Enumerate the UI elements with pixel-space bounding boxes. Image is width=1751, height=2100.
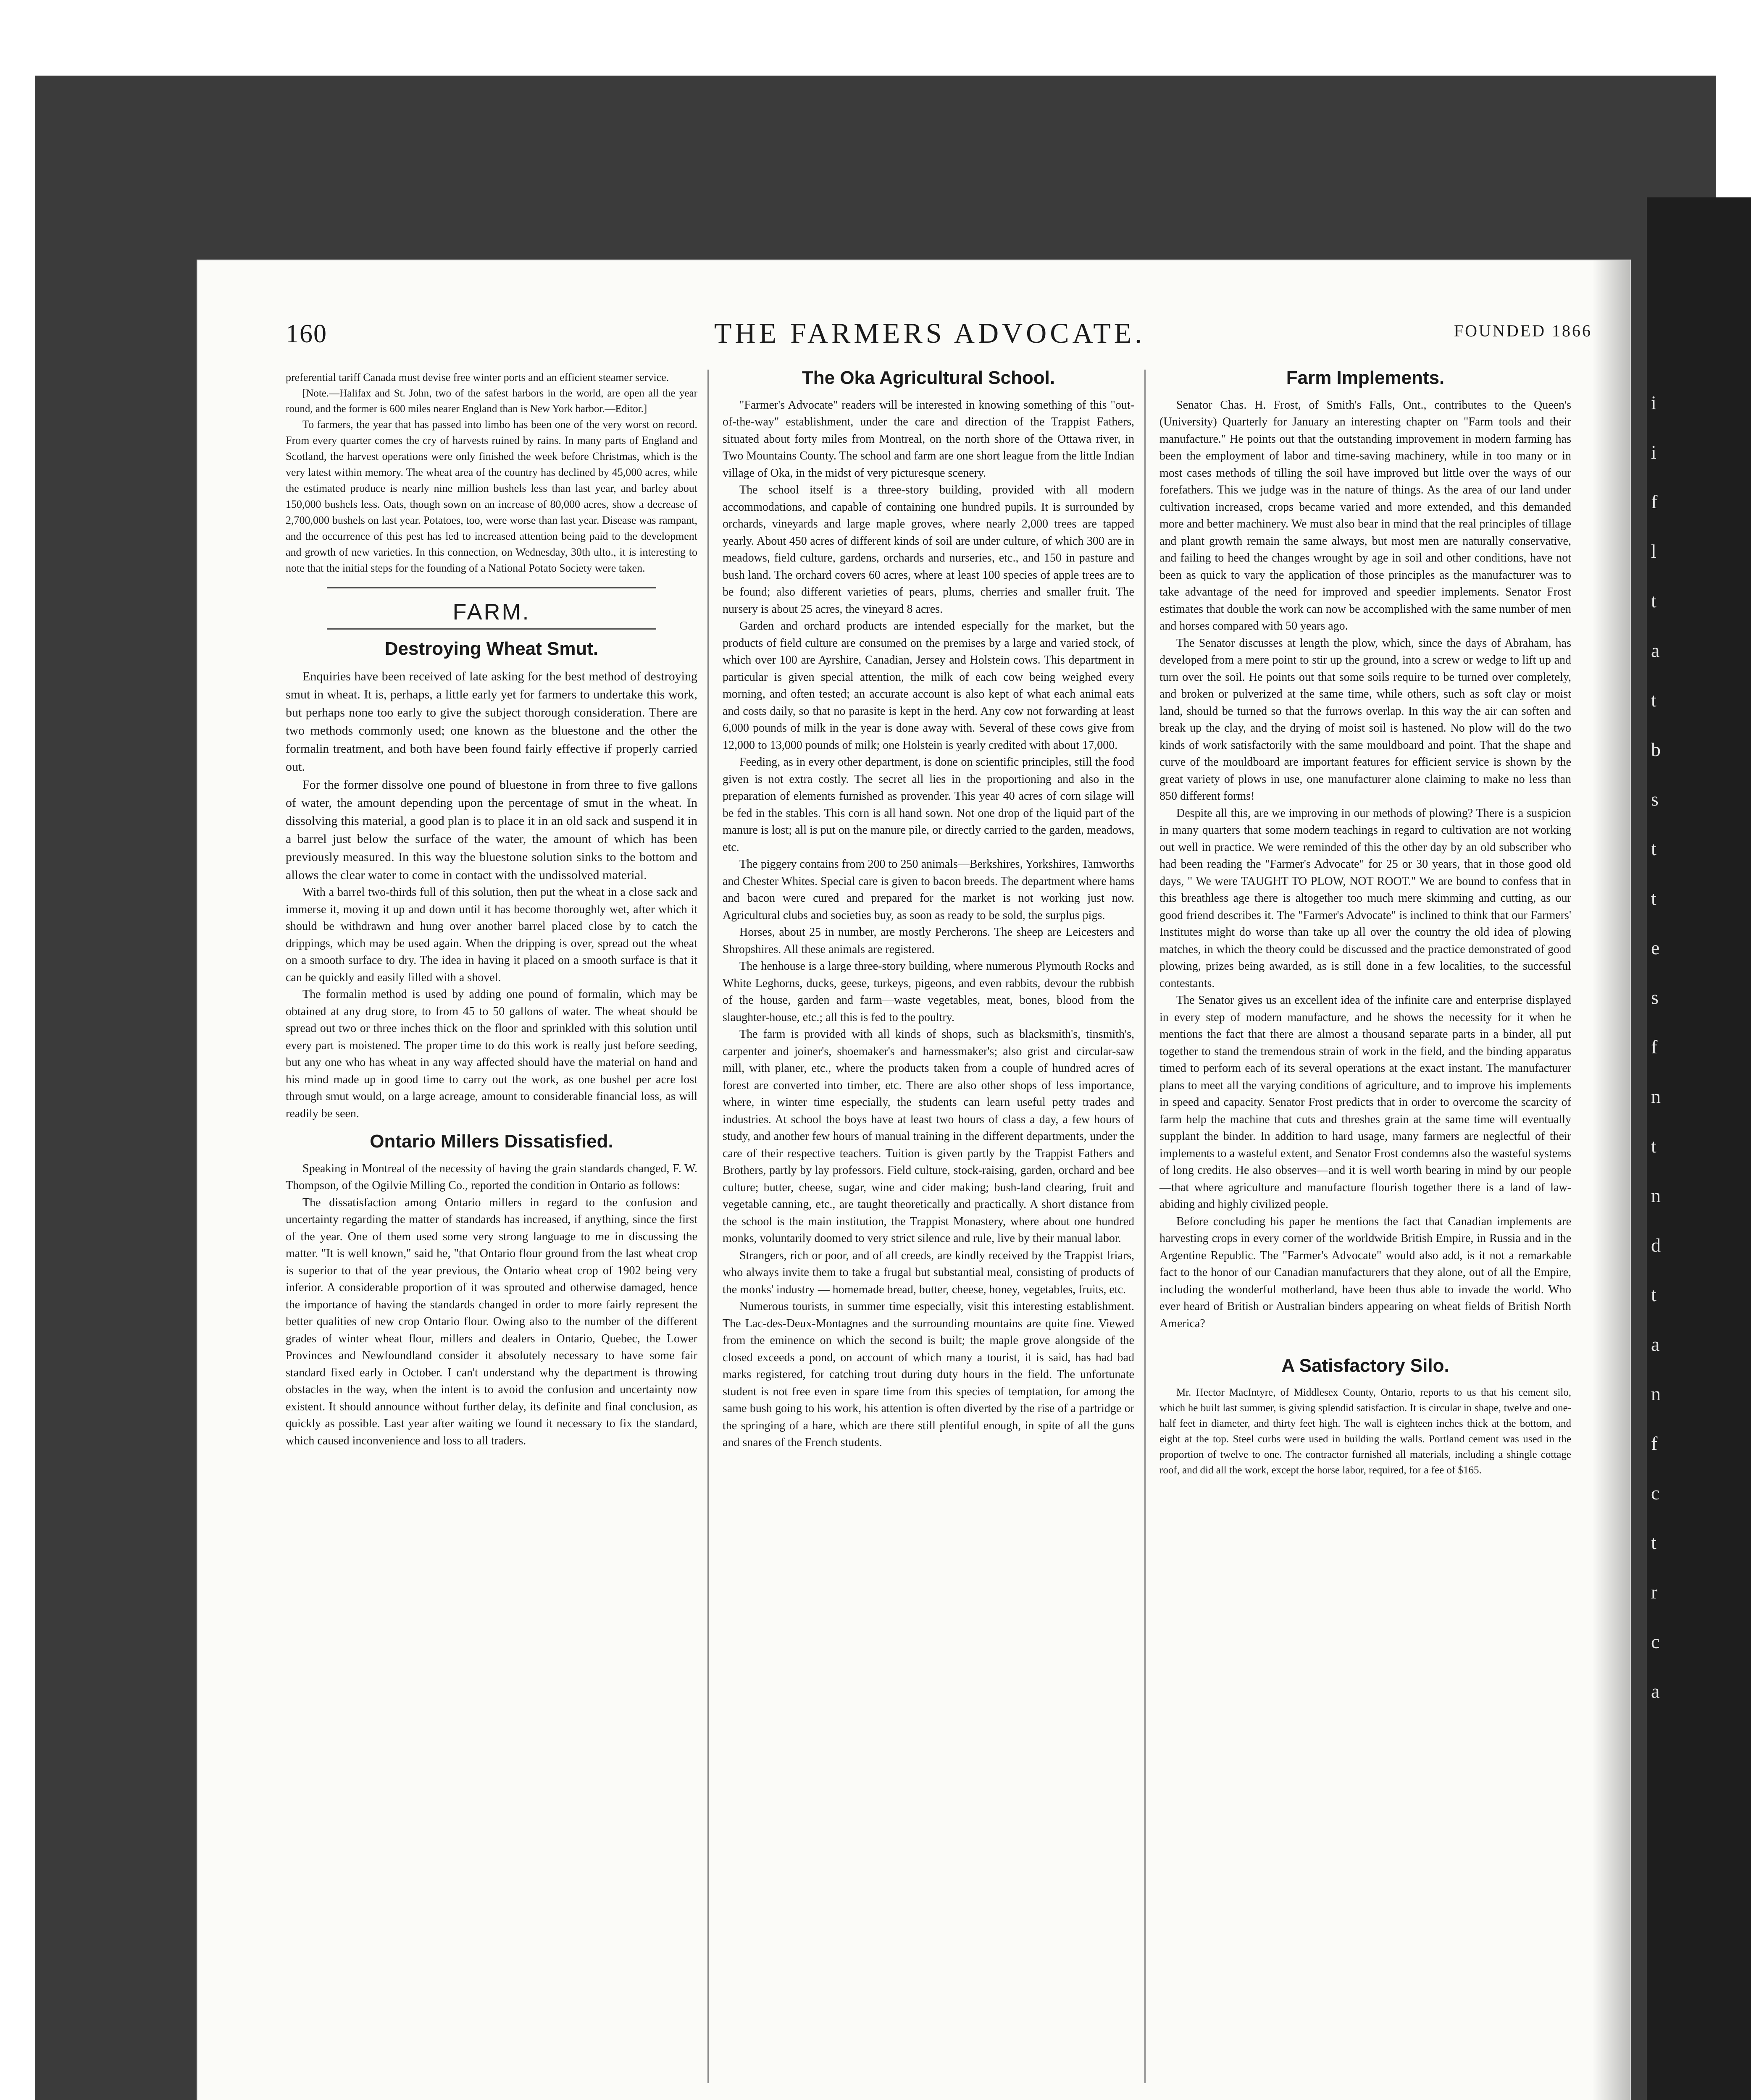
article-paragraph: Numerous tourists, in summer time especially, visit this interesting establishment. The Lac-des-Deux-Montagnes and the surrounding mountains are quite fine. Viewed from the eminence on which the second is built; the maple grove alongside of the closed exceeds a pond, on account of which many a tourist, it is said, has had bad marks registered, for catching trout during duty hours in the field. The unfortunate student is not free even in spare time from this species of temptation, for among the same bush going to his work, his attention is often diverted by the rise of a partridge or the springing of a hare, which are there still plentiful enough, in spite of all the guns and snares of the French students. (723, 1300, 1134, 1449)
margin-letter: d (1651, 1234, 1661, 1256)
column-divider (707, 370, 709, 2083)
article-title: Ontario Millers Dissatisfied. (370, 1131, 613, 1152)
article-paragraph: Before concluding his paper he mentions the fact that Canadian implements are harvesting crops in every corner of the worldwide British Empire, in Russia and in the Argentine Republic. The "Farmer's Advocate" would also add, is it not a remarkable fact to the honor of our Canadian manufacturers that they alone, out of all the Empire, including the wonderful motherland, have been thus able to invade the world. Who ever heard of British or Australian binders appearing on wheat fields of British North America? (1159, 1215, 1571, 1330)
editor-note: [Note.—Halifax and St. John, two of the safest harbors in the world, are open all the year round, and the former is 600 miles nearer England than is New York harbor.—Editor.] (286, 388, 697, 415)
margin-letter: n (1651, 1086, 1661, 1107)
facing-page-margin-letters (1651, 378, 1739, 1716)
margin-letter: t (1651, 887, 1656, 909)
article-paragraph: The Senator gives us an excellent idea of the infinite care and enterprise displayed in every step of modern manufacture, and he shows the necessity for it when he mentions the fact that there are almost a thousand separate parts in a binder, all put together to stand the tremendous strain of work in the field, and the binding apparatus timed to perform each of its several operations at the exact instant. The manufacturer plans to meet all the varying conditions of agriculture, and to improve his implements in speed and capacity. Senator Frost predicts that in order to overcome the scarcity of farm help the machine that cuts and threshes grain at the same time will eventually supplant the binder. In addition to hard usage, many farmers are neglectful of their implements to a wasteful extent, and Senator Frost condemns also the wasteful systems of long credits. He also observes—and it is well worth bearing in mind by our people—that where agriculture and manufacture flourish together there is a land of law-abiding and highly civilized people. (1159, 994, 1571, 1211)
margin-letter: n (1651, 1185, 1661, 1206)
margin-letter: c (1651, 1631, 1660, 1652)
margin-letter: s (1651, 788, 1659, 810)
margin-letter: i (1651, 392, 1656, 413)
article-paragraph: The dissatisfaction among Ontario millers in regard to the confusion and uncertainty regarding the matter of standards has increased, if anything, since the first of the year. One of them used some very strong language to me in discussing the matter. "It is well known," said he, "that Ontario flour ground from the last wheat crop is superior to that of the year previous, the Ontario wheat crop of 1902 being very inferior. A considerable proportion of it was sprouted and otherwise damaged, hence the importance of having the standards changed in order to more fairly represent the better qualities of new crop Ontario flour. Owing also to the number of the different grades of winter wheat flour, millers and dealers in Ontario, Quebec, the Lower Provinces and Newfoundland consider it absolutely necessary to have some fair standard fixed early in October. I can't understand why the department is throwing obstacles in the way, when the intent is to avoid the confusion and uncertainty now existent. It should announce without further delay, its definite and final conclusion, as quickly as possible. Last year after waiting we found it necessary to fix the standard, which caused inconvenience and loss to all traders. (286, 1196, 697, 1447)
section-heading-farm: FARM. (452, 599, 531, 625)
article-paragraph: Horses, about 25 in number, are mostly Percherons. The sheep are Leicesters and Shropshires. All these animals are registered. (723, 926, 1134, 956)
article-paragraph: With a barrel two-thirds full of this solution, then put the wheat in a close sack and immerse it, moving it up and down until it has become thoroughly wet, after which it should be withdrawn and hung over another barrel placed close by to catch the drippings, which may be used again. When the dripping is over, spread out the wheat on a smooth surface to dry. The idea in having it placed on a smooth surface is that it can be quickly and easily filled with a shovel. (286, 886, 697, 984)
margin-letter: f (1651, 1036, 1658, 1058)
margin-letter: b (1651, 739, 1661, 760)
margin-letter: t (1651, 1284, 1656, 1305)
margin-letter: a (1651, 1334, 1660, 1355)
margin-letter: t (1651, 689, 1656, 711)
article-paragraph: Garden and orchard products are intended especially for the market, but the products of field culture are consumed on the premises by a large and varied stock, of which over 100 are Ayrshire, Canadian, Jersey and Holstein cows. This department in particular is given special attention, the milk of each cow being weighed every morning, and often tested; an accurate account is also kept of what each animal eats and costs daily, so that no parasite is kept in the herd. Any cow not forwarding at least 6,000 pounds of milk in the year is done away with. Several of these cows give from 12,000 to 13,000 pounds of milk; one Holstein is yearly credited with about 17,000. (723, 620, 1134, 752)
margin-letter: e (1651, 937, 1660, 958)
article-paragraph: The henhouse is a large three-story building, where numerous Plymouth Rocks and White Leghorns, ducks, geese, turkeys, pigeons, and even rabbits, devour the rubbish of the house, garden and farm—waste vegetables, meat, bones, blood from the slaughter-house, etc.; all this is fed to the poultry. (723, 960, 1134, 1024)
margin-letter: a (1651, 1680, 1660, 1702)
section-rule (327, 628, 656, 630)
margin-letter: t (1651, 1135, 1656, 1157)
article-paragraph: The piggery contains from 200 to 250 animals—Berkshires, Yorkshires, Tamworths and Chester Whites. Special care is given to bacon breeds. The department where hams and bacon were cured and prepared for the market is not working just now. Agricultural clubs and societies buy, as soon as ready to be sold, the surplus pigs. (723, 858, 1134, 922)
margin-letter: l (1651, 541, 1656, 562)
article-paragraph: Enquiries have been received of late asking for the best method of destroying smut in wheat. It is, perhaps, a little early yet for farmers to undertake this work, but perhaps none too early to give the subject thorough consideration. There are two methods commonly used; one known as the bluestone and the other the formalin treatment, and both have been found fairly effective if properly carried out. (286, 669, 697, 774)
article-paragraph: Despite all this, are we improving in our methods of plowing? There is a suspicion in many quarters that some modern teachings in regard to cultivation are not working out well in practice. We were reminded of this the other day by an old subscriber who had been reading the "Farmer's Advocate" for 25 or 30 years, that in those good old days, " We were TAUGHT TO PLOW, NOT ROOT." We are bound to confess that in this breathless age there is altogether too much mere skimming and cutting, as our good friend describes it. The "Farmer's Advocate" is inclined to think that our Farmers' Institutes might do worse than take up all over the country the old idea of plowing matches, in which the theory could be discussed and the practice demonstrated of good plowing, prizes being awarded, as is still done in a few localities, to the successful contestants. (1159, 806, 1571, 990)
article-title: Destroying Wheat Smut. (384, 638, 599, 659)
section-rule (327, 587, 656, 588)
column-3 (1159, 370, 1571, 1478)
article-paragraph: Mr. Hector MacIntyre, of Middlesex County, Ontario, reports to us that his cement silo, which he built last summer, is giving splendid satisfaction. It is circular in shape, twelve and one-half feet in diameter, and thirty feet high. The wall is eighteen inches thick at the bottom, and eight at the top. Steel curbs were used in building the walls. Portland cement was used in the proportion of twelve to one. The contractor furnished all materials, including a shingle cottage roof, and did all the work, except the horse labor, required, for a fee of $165. (1159, 1386, 1571, 1476)
article-paragraph: Speaking in Montreal of the necessity of having the grain standards changed, F. W. Thompson, of the Ogilvie Milling Co., reported the condition in Ontario as follows: (286, 1162, 697, 1192)
article-paragraph: Senator Chas. H. Frost, of Smith's Falls, Ont., contributes to the Queen's (University) Quarterly for January an interesting chapter on "Farm tools and their manufacture." He points out that the outstanding improvement in modern farming has been the employment of labor and time-saving machinery, while in too many or in most cases methods of tilling the soil have improved but little over the ways of our forefathers. This we judge was in the nature of things. As the area of our land under cultivation increased, crops became varied and more extended, and this demanded more and better machinery. We must also bear in mind that the real principles of tillage and plant growth remain the same always, but most men are naturally conservative, and failing to heed the changes wrought by age in soil and other conditions, have not been as quick to vary the application of those principles as the manufacturer was to take advantage of the need for improved and speedier implements. Senator Frost estimates that double the work can now be accomplished with the same number of men and horses compared with 50 years ago. (1159, 398, 1571, 633)
article-paragraph: Feeding, as in every other department, is done on scientific principles, still the food given is not extra costly. The secret all lies in the proportioning and also in the preparation of elements furnished as provender. This year 40 acres of corn silage will be fed in the stables. This corn is all hand sown. Not one drop of the liquid part of the manure is lost; all is put on the manure pile, or directly carried to the garden, meadows, etc. (723, 756, 1134, 854)
intro-paragraph: preferential tariff Canada must devise free winter ports and an efficient steamer service. (286, 371, 669, 383)
column-divider (1144, 370, 1146, 2083)
margin-letter: a (1651, 640, 1660, 661)
founded-note: FOUNDED 1866 (1454, 321, 1592, 340)
article-title: The Oka Agricultural School. (802, 368, 1055, 388)
margin-letter: s (1651, 987, 1659, 1008)
article-paragraph: The Senator discusses at length the plow, which, since the days of Abraham, has developed from a mere point to stir up the ground, into a screw or wedge to lift up and turn over the soil. He points out that some soils require to be turned over completely, and broken or pulverized at the same time, while others, such as soft clay or moist land, should be turned so that the furrows overlap. In this way the air can soften and break up the clay, and the drying of moist soil is hastened. No plow will do the two kinds of work satisfactorily with the same mouldboard and point. That the shape and curve of the mouldboard are important features for efficient service is shown by the great variety of plows in use, one manufacturer alone claiming to make no less than 850 different forms! (1159, 636, 1571, 803)
margin-letter: i (1651, 441, 1656, 463)
article-paragraph: "Farmer's Advocate" readers will be interested in knowing something of this "out-of-the-way" establishment, under the care and direction of the Trappist Fathers, situated about forty miles from Montreal, on the north shore of the Ottawa river, in Two Mountains County. The school and farm are one short league from the little Indian village of Oka, in the midst of very picturesque scenery. (723, 398, 1134, 480)
page-fold-shadow (1592, 260, 1630, 2100)
article-paragraph: The school itself is a three-story building, provided with all modern accommodations, and capable of containing one hundred pupils. It is surrounded by orchards, vineyards and large maple groves, where nearly 2,000 trees are tapped yearly. About 450 acres of different kinds of soil are under culture, of which 300 are in meadows, field culture, gardens, orchards and nurseries, etc., and 150 in pasture and bush land. The orchard covers 60 acres, where at least 100 species of apple trees are to be found; also different varieties of pears, plums, cherries and smaller fruit. The nursery is about 25 acres, the vineyard 8 acres. (723, 483, 1134, 616)
margin-letter: r (1651, 1581, 1658, 1603)
article-paragraph: The farm is provided with all kinds of shops, such as blacksmith's, tinsmith's, carpenter and joiner's, shoemaker's and harnessmaker's; also grist and circular-saw mill, with planer, etc., where the products taken from a couple of hundred acres of forest are converted into timber, etc. There are also other shops of less importance, where, in winter time especially, the students can learn useful petty trades and industries. At school the boys have at least two hours of class a day, a few hours of study, and another few hours of manual training in the different departments, under the care of their respective teachers. Tuition is given partly by the Trappist Fathers and Brothers, partly by lay professors. Field culture, stock-raising, garden, orchard and bee culture; butter, cheese, sugar, wine and cider making; bush-land clearing, fruit and vegetable canning, etc., are taught theoretically and practically. A short distance from the school is the main institution, the Trappist Monastery, where about one hundred monks, voluntarily doomed to very strict silence and rule, live by their manual labor. (723, 1028, 1134, 1245)
article-title: A Satisfactory Silo. (1281, 1355, 1449, 1376)
margin-letter: c (1651, 1482, 1660, 1504)
page-header (286, 319, 1592, 357)
intro-paragraph: To farmers, the year that has passed into limbo has been one of the very worst on record. From every quarter comes the cry of harvests ruined by rains. In many parts of England and Scotland, the harvest operations were only finished the week before Christmas, which is the very latest within memory. The wheat area of the country has declined by 45,000 acres, while the estimated produce is nearly nine million bushels less than last year, and barley about 150,000 bushels less. Oats, though sown on an increase of 80,000 acres, show a decrease of 2,700,000 bushels on last year. Potatoes, too, were worse than last year. Disease was rampant, and the occurrence of this pest has led to increased attention being paid to the development and growth of new varieties. In this connection, on Wednesday, 30th ulto., it is interesting to note that the initial steps for the founding of a National Potato Society were taken. (286, 418, 697, 574)
margin-letter: t (1651, 590, 1656, 612)
margin-letter: f (1651, 491, 1658, 512)
article-paragraph: The formalin method is used by adding one pound of formalin, which may be obtained at any drug store, to from 45 to 50 gallons of water. The wheat should be spread out two or three inches thick on the floor and sprinkled with this solution until every part is moistened. The proper time to do this work is really just before seeding, but any one who has wheat in any way affected should have the material on hand and his mind made up in good time to carry out the work, as one bushel per acre lost through smut would, on a large acreage, amount to considerable financial loss, as will readily be seen. (286, 988, 697, 1120)
masthead-title: THE FARMERS ADVOCATE. (714, 317, 1146, 349)
margin-letter: f (1651, 1433, 1658, 1454)
article-title: Farm Implements. (1286, 368, 1445, 388)
article-paragraph: For the former dissolve one pound of bluestone in from three to five gallons of water, the amount depending upon the percentage of smut in the wheat. In dissolving this material, a good plan is to place it in an old sack and suspend it in a barrel just below the surface of the water, the amount of which has been previously measured. In this way the bluestone solution sinks to the bottom and allows the clear water to come in contact with the undissolved material. (286, 778, 697, 882)
margin-letter: t (1651, 838, 1656, 859)
column-2 (723, 370, 1134, 1452)
column-1 (286, 370, 697, 1449)
margin-letter: t (1651, 1532, 1656, 1553)
margin-letter: n (1651, 1383, 1661, 1404)
page-number: 160 (286, 320, 327, 348)
article-paragraph: Strangers, rich or poor, and of all creeds, are kindly received by the Trappist friars, who always invite them to take a frugal but substantial meal, consisting of products of the monks' industry — homemade bread, butter, cheese, honey, vegetables, fruits, etc. (723, 1249, 1134, 1296)
